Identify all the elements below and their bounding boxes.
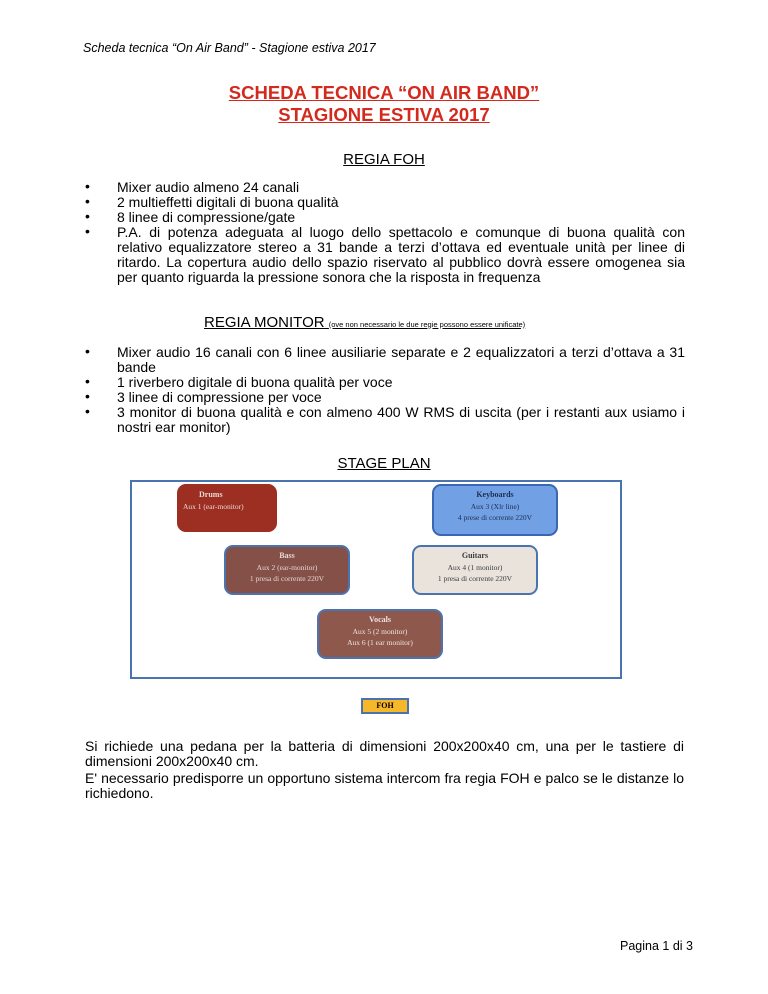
stage-box-line: Aux 5 (2 monitor) (352, 627, 408, 636)
stage-box-keyboards (432, 484, 558, 536)
list-item: • 3 monitor di buona qualità e con almeno 400 W RMS di uscita (per i restanti aux usiamo i nostri ear monitor) (85, 405, 685, 435)
list-item: • Mixer audio almeno 24 canali (85, 180, 685, 195)
document-title-line1: SCHEDA TECNICA “ON AIR BAND” (228, 82, 540, 103)
stage-plan-heading: STAGE PLAN (337, 455, 431, 472)
list-item: • 2 multieffetti digitali di buona qualità (85, 195, 685, 210)
monitor-heading-row (204, 314, 525, 331)
foh-heading: REGIA FOH (343, 151, 425, 168)
paragraph-stage-risers: Si richiede una pedana per la batteria di dimensioni 200x200x40 cm, una per le tastiere di dimensioni 200x200x40 cm. (85, 738, 684, 769)
stage-box-title: Vocals (369, 615, 391, 624)
monitor-heading-note: (ove non necessario le due regie possono essere unificate) (328, 320, 526, 329)
list-item: • P.A. di potenza adeguata al luogo dello spettacolo e comunque di buona qualità con relativo equalizzatore stereo a 31 bande a terzi d’ottava ed eventuale unità per linee di ritardo. La copertura audio dello spazio riservato al pubblico dovrà essere omogenea sia per quanto riguarda la pressione sonora che la risposta in frequenza (85, 225, 685, 285)
stage-box-drums (177, 484, 277, 532)
stage-box-title: Drums (199, 490, 223, 499)
monitor-requirements-list (85, 345, 685, 435)
list-item: • 1 riverbero digitale di buona qualità per voce (85, 375, 685, 390)
stage-box-line: Aux 2 (ear-monitor) (256, 563, 318, 572)
list-item: • 8 linee di compressione/gate (85, 210, 685, 225)
stage-box-vocals (317, 609, 443, 659)
running-header: Scheda tecnica “On Air Band” - Stagione estiva 2017 (83, 41, 376, 55)
document-title-line2: STAGIONE ESTIVA 2017 (278, 104, 490, 125)
page-number: Pagina 1 di 3 (620, 939, 693, 953)
stage-box-title: Guitars (461, 551, 489, 560)
foh-position-badge: FOH (361, 698, 409, 714)
stage-box-line: Aux 6 (1 ear monitor) (347, 638, 413, 647)
stage-box-line: 1 presa di corrente 220V (437, 574, 513, 583)
stage-box-line: Aux 4 (1 monitor) (447, 563, 503, 572)
stage-plan-diagram (130, 480, 622, 679)
monitor-heading: REGIA MONITOR (204, 314, 325, 331)
list-item: • Mixer audio 16 canali con 6 linee ausiliarie separate e 2 equalizzatori a terzi d’ottava a 31 bande (85, 345, 685, 375)
stage-box-line: Aux 1 (ear-monitor) (183, 502, 244, 511)
paragraph-intercom: E' necessario predisporre un opportuno sistema intercom fra regia FOH e palco se le distanze lo richiedono. (85, 770, 684, 801)
list-item: • 3 linee di compressione per voce (85, 390, 685, 405)
stage-box-title: Keyboards (476, 490, 514, 499)
stage-box-line: 1 presa di corrente 220V (249, 574, 325, 583)
stage-box-bass (224, 545, 350, 595)
stage-box-guitars (412, 545, 538, 595)
stage-box-title: Bass (279, 551, 295, 560)
stage-box-line: Aux 3 (Xlr line) (470, 502, 520, 511)
foh-requirements-list (85, 180, 685, 285)
stage-box-line: 4 prese di corrente 220V (457, 513, 533, 522)
